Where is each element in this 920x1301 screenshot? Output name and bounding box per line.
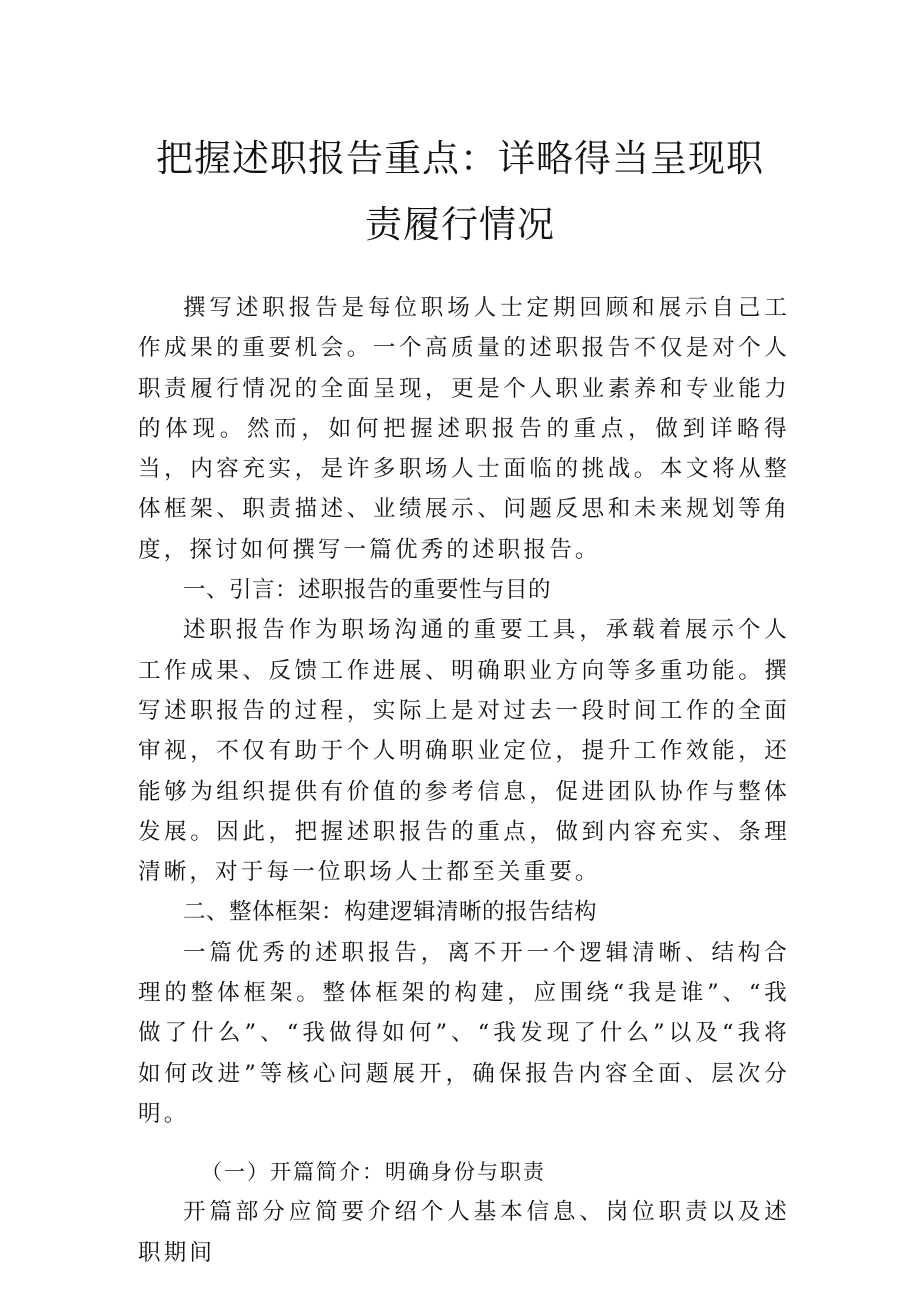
document-body — [138, 288, 790, 1273]
section-1-paragraph: 述职报告作为职场沟通的重要工具，承载着展示个人工作成果、反馈工作进展、明确职业方向等多重功能。撰写述职报告的过程，实际上是对过去一段时间工作的全面审视，不仅有助于个人明确职业定位，提升工作效能，还能够为组织提供有价值的参考信息，促进团队协作与整体发展。因此，把握述职报告的重点，做到内容充实、条理清晰，对于每一位职场人士都至关重要。 — [138, 617, 790, 886]
document-title: 把握述职报告重点：详略得当呈现职责履行情况 — [156, 137, 764, 246]
section-heading-2: 二、整体框架：构建逻辑清晰的报告结构 — [183, 899, 598, 926]
section-2-paragraph: 一篇优秀的述职报告，离不开一个逻辑清晰、结构合理的整体框架。整体框架的构建，应围绕“我是谁”、“我做了什么”、“我做得如何”、“我发现了什么”以及“我将如何改进”等核心问题展开，确保报告内容全面、层次分明。 — [138, 939, 790, 1127]
subsection-heading-1: （一）开篇简介：明确身份与职责 — [201, 1160, 546, 1185]
section-heading-1: 一、引言：述职报告的重要性与目的 — [183, 577, 552, 604]
intro-paragraph: 撰写述职报告是每位职场人士定期回顾和展示自己工作成果的重要机会。一个高质量的述职报告不仅是对个人职责履行情况的全面呈现，更是个人职业素养和专业能力的体现。然而，如何把握述职报告的重点，做到详略得当，内容充实，是许多职场人士面临的挑战。本文将从整体框架、职责描述、业绩展示、问题反思和未来规划等角度，探讨如何撰写一篇优秀的述职报告。 — [138, 295, 790, 563]
subsection-1-paragraph: 开篇部分应简要介绍个人基本信息、岗位职责以及述职期间 — [138, 1199, 790, 1266]
